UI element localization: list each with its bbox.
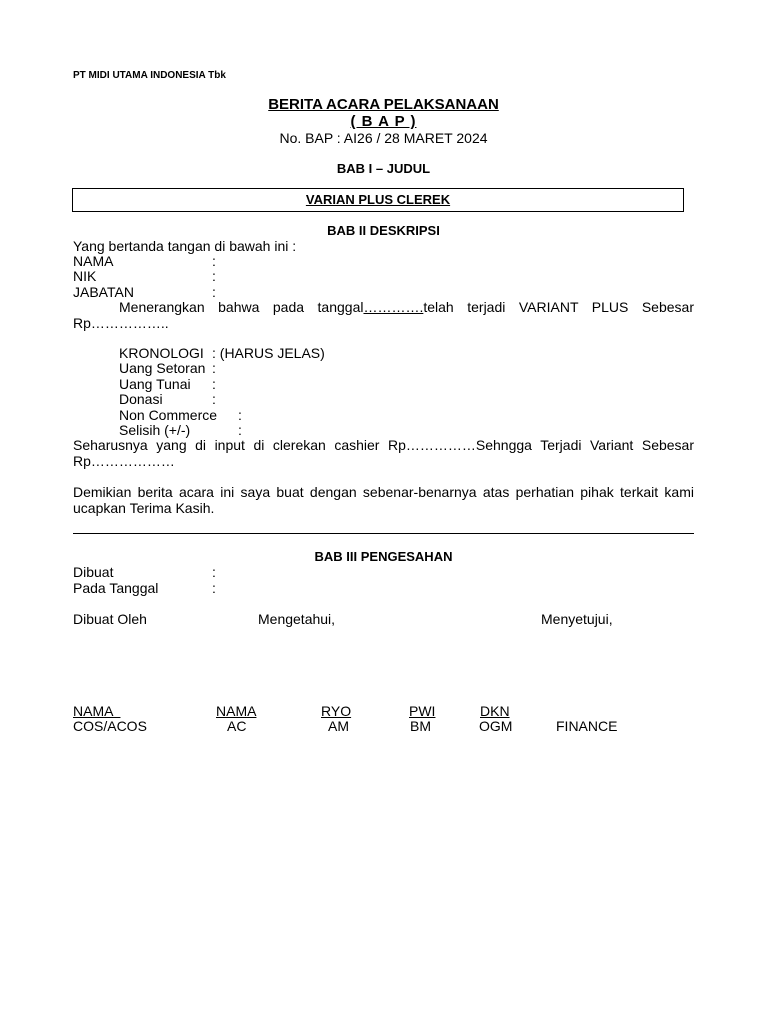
item-donasi: Donasi [119,391,163,407]
sign-dkn: DKN [480,703,510,719]
role-finance: FINANCE [556,718,618,734]
field-nama-colon: : [212,253,216,269]
menyetujui-label: Menyetujui, [541,611,613,627]
role-cos-acos: COS/ACOS [73,718,147,734]
dibuat-oleh-label: Dibuat Oleh [73,611,147,627]
dibuat-label: Dibuat [73,564,114,580]
item-colon: : [238,407,242,423]
divider-line [73,533,694,534]
sign-pwi: PWI [409,703,436,719]
company-name: PT MIDI UTAMA INDONESIA Tbk [73,70,226,81]
item-colon: : [238,422,242,438]
mengetahui-label: Mengetahui, [258,611,336,627]
bab2-heading: BAB II DESKRIPSI [327,223,440,238]
field-nik-colon: : [212,268,216,284]
bab1-heading: BAB I – JUDUL [336,161,431,176]
intro-text: Yang bertanda tangan di bawah ini : [73,238,297,254]
document-title-abbr: ( B A P ) [350,113,417,130]
pada-tanggal-label: Pada Tanggal [73,580,159,596]
item-selisih: Selisih (+/-) [119,422,191,438]
role-bm: BM [410,718,431,734]
item-colon: : [212,376,216,392]
field-nik-label: NIK [73,268,97,284]
pada-tanggal-colon: : [212,580,216,596]
kronologi-value: : (HARUS JELAS) [212,345,325,361]
bap-number: No. BAP : AI26 / 28 MARET 2024 [279,130,488,146]
seharusnya-paragraph: Seharusnya yang di input di clerekan cashier Rp……………Sehngga Terjadi Variant Sebesar Rp……………… [73,437,694,469]
sign-nama-1: NAMA [73,703,121,719]
kronologi-label: KRONOLOGI [119,345,204,361]
role-ogm: OGM [479,718,513,734]
dibuat-colon: : [212,564,216,580]
judul-box: VARIAN PLUS CLEREK [72,188,684,212]
item-colon: : [212,360,216,376]
sign-ryo: RYO [321,703,352,719]
item-uang-setoran: Uang Setoran [119,360,206,376]
field-jabatan-colon: : [212,284,216,300]
sign-nama-2: NAMA [216,703,257,719]
role-ac: AC [227,718,247,734]
statement-paragraph: Menerangkan bahwa pada tanggal………….telah terjadi VARIANT PLUS Sebesar Rp…………….. [73,299,694,331]
bab3-heading: BAB III PENGESAHAN [314,549,453,564]
item-colon: : [212,391,216,407]
role-am: AM [328,718,349,734]
item-non-commerce: Non Commerce [119,407,218,423]
document-title: BERITA ACARA PELAKSANAAN [268,96,499,113]
field-jabatan-label: JABATAN [73,284,134,300]
closing-paragraph: Demikian berita acara ini saya buat dengan sebenar-benarnya atas perhatian pihak terkait kami ucapkan Terima Kasih. [73,484,694,516]
item-uang-tunai: Uang Tunai [119,376,191,392]
field-nama-label: NAMA [73,253,114,269]
